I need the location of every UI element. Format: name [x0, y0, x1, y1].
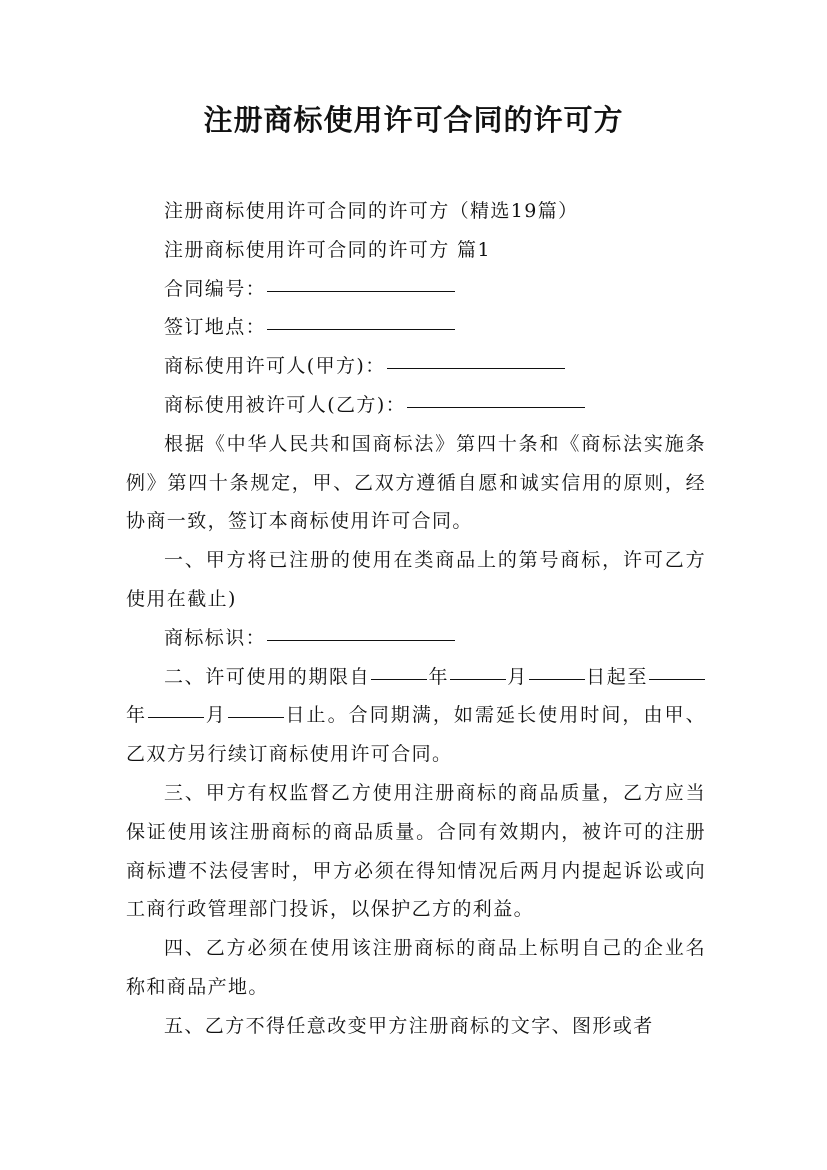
document-body — [126, 192, 706, 1046]
month-label-2: 月 — [205, 704, 227, 727]
mark-line — [126, 619, 706, 658]
licensee-line — [126, 386, 706, 425]
year-label-2: 年 — [126, 704, 148, 727]
mark-label: 商标标识： — [164, 626, 267, 649]
licensee-blank — [407, 406, 585, 408]
licensor-line — [126, 347, 706, 386]
from-day-blank — [529, 678, 585, 680]
licensee-label: 商标使用被许可人(乙方)： — [164, 393, 407, 416]
from-month-blank — [450, 678, 506, 680]
year-label: 年 — [428, 665, 450, 688]
to-day-blank — [228, 716, 284, 718]
paragraph-1: 一、甲方将已注册的使用在类商品上的第号商标，许可乙方使用在截止) — [126, 549, 706, 610]
sign-place-label: 签订地点： — [164, 316, 267, 339]
paragraph-2 — [126, 658, 706, 774]
sign-place-line — [126, 308, 706, 347]
licensor-label: 商标使用许可人(甲方)： — [164, 355, 386, 378]
day-to-suffix: 日止。合同期满，如需延长使用时间，由甲、乙双方另行续订商标使用许可合同。 — [126, 704, 706, 766]
paragraph-basis: 根据《中华人民共和国商标法》第四十条和《商标法实施条例》第四十条规定，甲、乙双方遵循自愿和诚实信用的原则，经协商一致，签订本商标使用许可合同。 — [126, 432, 706, 533]
contract-no-blank — [267, 290, 455, 292]
paragraph-3: 三、甲方有权监督乙方使用注册商标的商品质量，乙方应当保证使用该注册商标的商品质量。合同有效期内，被许可的注册商标遭不法侵害时，甲方必须在得知情况后两月内提起诉讼或向工商行政管理部门投诉，以保护乙方的利益。 — [126, 781, 706, 921]
mark-blank — [267, 639, 455, 641]
month-label: 月 — [507, 665, 528, 688]
document-subtitle: 注册商标使用许可合同的许可方（精选19篇） — [164, 200, 579, 222]
licensor-blank — [387, 367, 565, 369]
document-title: 注册商标使用许可合同的许可方 — [203, 103, 624, 137]
contract-no-label: 合同编号： — [164, 277, 267, 300]
section-heading: 注册商标使用许可合同的许可方 篇1 — [164, 238, 491, 261]
paragraph-5: 五、乙方不得任意改变甲方注册商标的文字、图形或者 — [164, 1014, 654, 1037]
sign-place-blank — [267, 328, 455, 330]
to-month-blank — [148, 716, 204, 718]
day-from-label: 日起至 — [585, 665, 648, 688]
contract-no-line — [126, 270, 706, 309]
to-year-blank — [649, 678, 705, 680]
paragraph-4: 四、乙方必须在使用该注册商标的商品上标明自己的企业名称和商品产地。 — [126, 937, 706, 998]
from-year-blank — [371, 678, 427, 680]
para-2-prefix: 二、许可使用的期限自 — [164, 665, 371, 688]
